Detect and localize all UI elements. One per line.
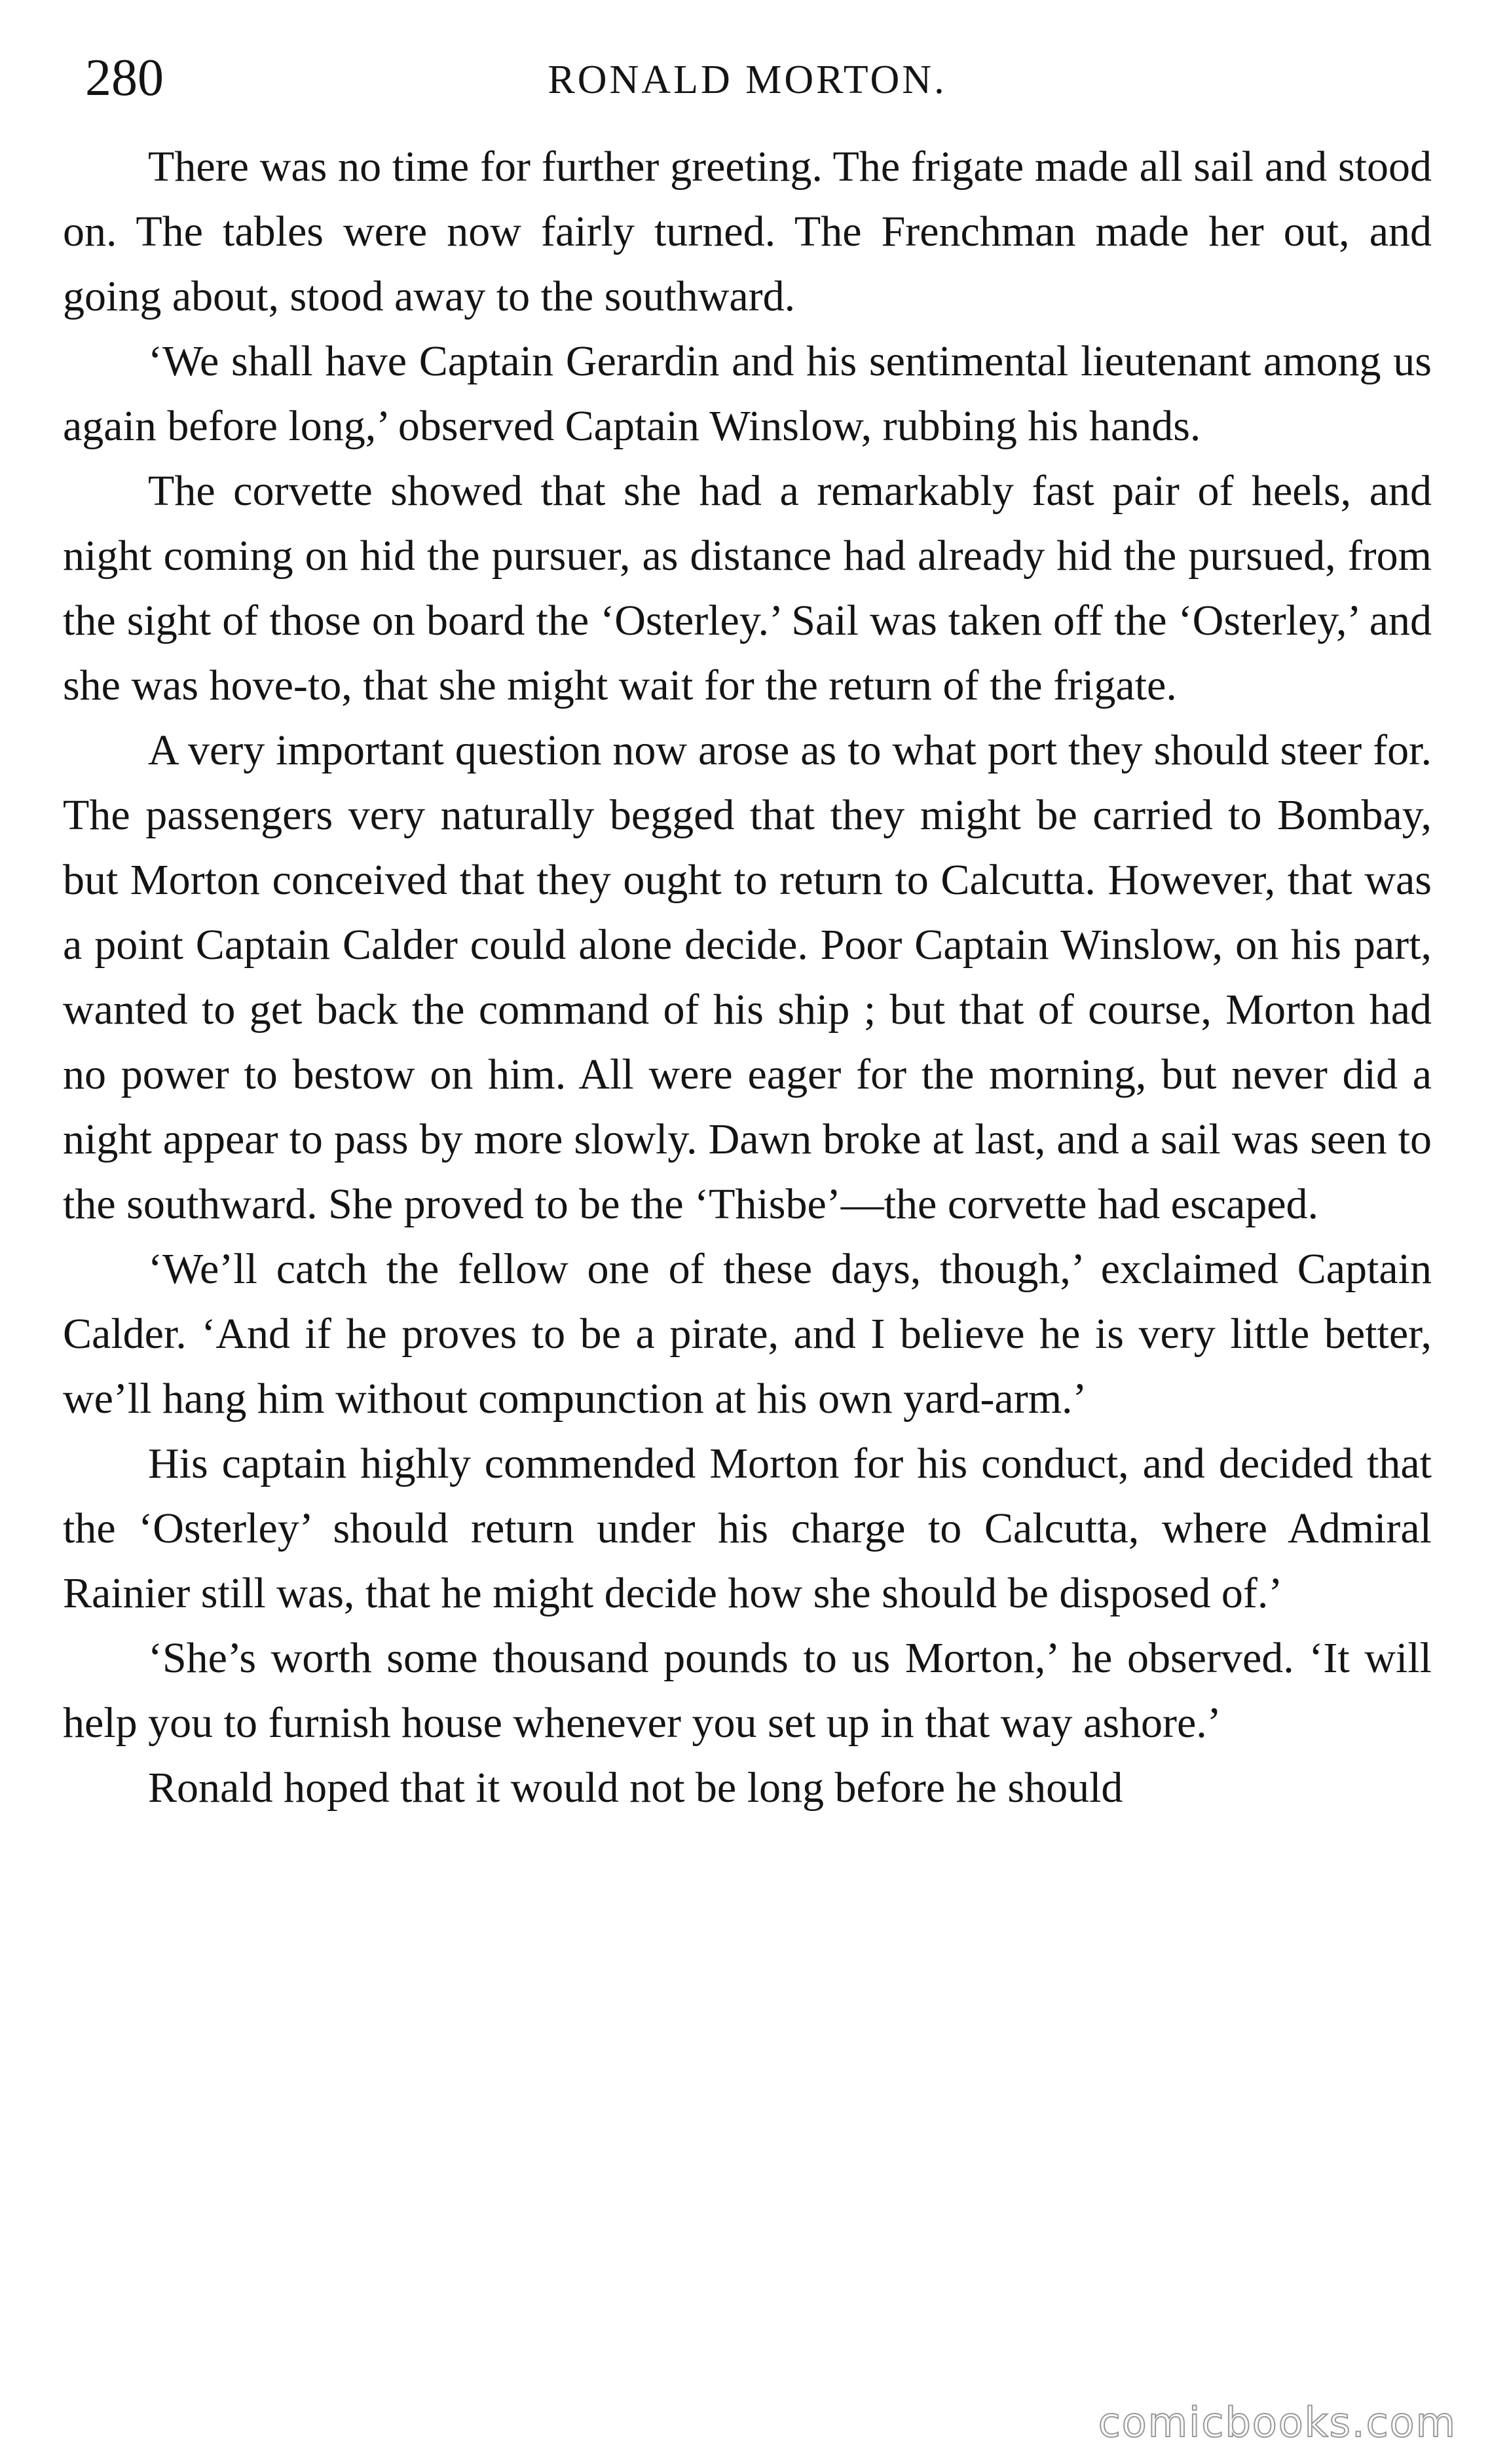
paragraph: There was no time for further greeting. The frigate made all sail and stood on. The tables were now fairly turned. The Frenchman made her out, and going about, stood away to the southward. xyxy=(63,143,1432,320)
paragraph: His captain highly commended Morton for his conduct, and decided that the ‘Osterley’ should return under his charge to Calcutta, where Admiral Rainier still was, that he might decide how she should be disposed of.’ xyxy=(63,1440,1432,1617)
paragraph: ‘She’s worth some thousand pounds to us Morton,’ he observed. ‘It will help you to furnish house whenever you set up in that way ashore.’ xyxy=(63,1634,1432,1747)
paragraph: ‘We shall have Captain Gerardin and his sentimental lieutenant among us again before long,’ observed Captain Winslow, rubbing his hands. xyxy=(63,337,1432,450)
watermark-logo: comicbooks.com xyxy=(1098,2399,1457,2446)
paragraph: ‘We’ll catch the fellow one of these days, though,’ exclaimed Captain Calder. ‘And if he proves to be a pirate, and I believe he is very little better, we’ll hang him without compunction at his own yard-arm.’ xyxy=(63,1245,1432,1423)
running-title: RONALD MORTON. xyxy=(548,58,947,102)
body-text xyxy=(63,134,1432,1820)
page-header xyxy=(63,39,1432,111)
paragraph: Ronald hoped that it would not be long before he should xyxy=(148,1764,1123,1812)
page-number: 280 xyxy=(85,49,164,107)
paragraph: The corvette showed that she had a remarkably fast pair of heels, and night coming on hid the pursuer, as distance had already hid the pursued, from the sight of those on board the ‘Osterley.’ Sail was taken off the ‘Osterley,’ and she was hove-to, that she might wait for the return of the frigate. xyxy=(63,467,1432,709)
paragraph: A very important question now arose as to what port they should steer for. The passengers very naturally begged that they might be carried to Bombay, but Morton conceived that they ought to return to Calcutta. However, that was a point Captain Calder could alone decide. Poor Captain Winslow, on his part, wanted to get back the command of his ship ; but that of course, Morton had no power to bestow on him. All were eager for the morning, but never did a night appear to pass by more slowly. Dawn broke at last, and a sail was seen to the southward. She proved to be the ‘Thisbe’—the corvette had escaped. xyxy=(63,726,1432,1228)
